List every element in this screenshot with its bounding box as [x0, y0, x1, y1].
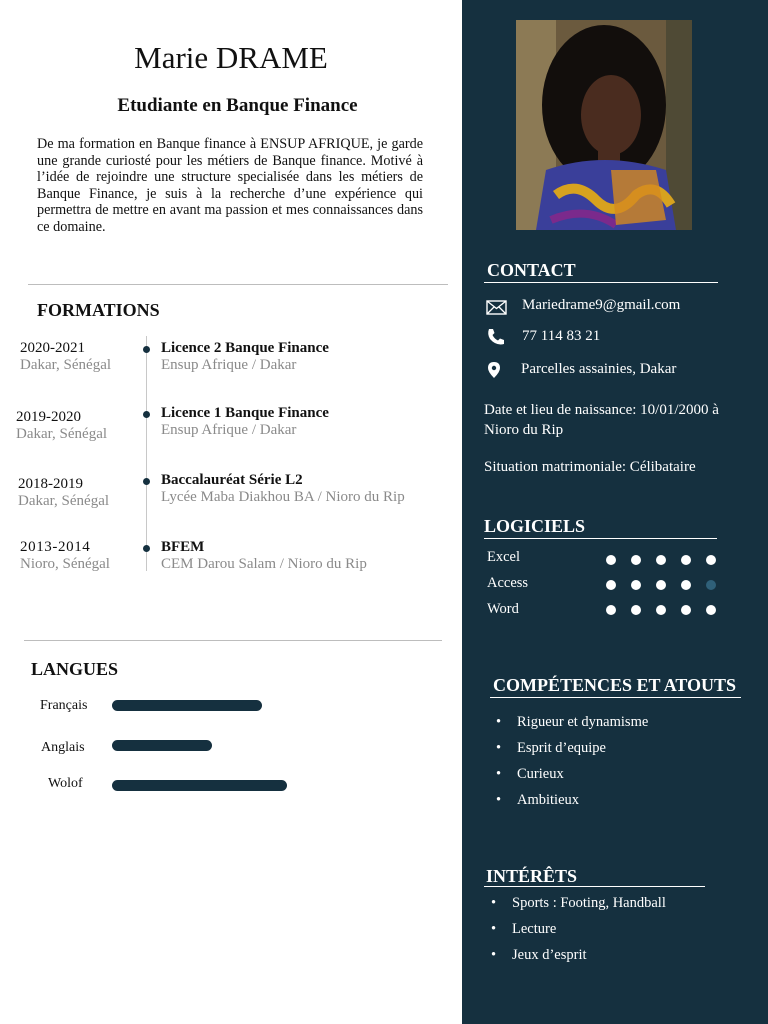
rating-dot-filled [681, 605, 691, 615]
interest-item: • Lecture [512, 921, 556, 938]
formation-place: Dakar, Sénégal [20, 357, 112, 373]
competence-item: • Esprit d’equipe [517, 740, 606, 757]
timeline-dot [143, 478, 150, 485]
section-divider [28, 284, 448, 285]
marital-status: Situation matrimoniale: Célibataire [484, 459, 696, 475]
competence-item: • Curieux [517, 766, 564, 783]
logiciels-heading-underline [484, 538, 717, 539]
software-name: Access [487, 575, 529, 591]
competence-item: • Ambitieux [517, 792, 579, 809]
contact-phone[interactable]: 77 114 83 21 [522, 328, 601, 344]
software-name: Excel [487, 549, 521, 565]
interets-heading: INTÉRÊTS [486, 866, 578, 886]
portrait-image [516, 20, 692, 230]
rating-dot-empty [706, 580, 716, 590]
contact-address: Parcelles assainies, Dakar [521, 361, 677, 377]
rating-dot-filled [631, 580, 641, 590]
rating-dot-filled [606, 580, 616, 590]
interest-item: • Jeux d’esprit [512, 947, 587, 964]
formation-years: 2019-2020 [16, 409, 81, 425]
formation-place: Dakar, Sénégal [18, 493, 110, 509]
formation-years: 2013-2014 [20, 539, 91, 555]
language-level-bar [112, 700, 262, 711]
langues-heading: LANGUES [31, 659, 119, 679]
rating-dot-filled [656, 580, 666, 590]
logiciels-heading: LOGICIELS [484, 516, 586, 536]
rating-dot-filled [681, 580, 691, 590]
language-name: Français [40, 698, 88, 713]
rating-dot-filled [606, 605, 616, 615]
rating-dot-filled [681, 555, 691, 565]
formation-degree: Licence 2 Banque Finance [161, 340, 329, 356]
section-divider [24, 640, 442, 641]
contact-heading-underline [484, 282, 718, 283]
rating-dot-filled [706, 605, 716, 615]
formation-school: Lycée Maba Diakhou BA / Nioro du Rip [161, 489, 405, 505]
phone-icon [486, 327, 506, 352]
rating-dot-filled [631, 605, 641, 615]
formation-years: 2018-2019 [18, 476, 83, 492]
software-name: Word [487, 601, 519, 617]
timeline-dot [143, 346, 150, 353]
formations-heading: FORMATIONS [37, 300, 160, 320]
birth-info: Date et lieu de naissance: 10/01/2000 à Nioro du Rip [484, 402, 719, 438]
contact-heading: CONTACT [487, 260, 576, 280]
contact-email[interactable]: Mariedrame9@gmail.com [522, 297, 681, 313]
competence-item: • Rigueur et dynamisme [517, 714, 648, 731]
candidate-name: Marie DRAME [134, 40, 328, 75]
formation-school: CEM Darou Salam / Nioro du Rip [161, 556, 367, 572]
timeline-dot [143, 411, 150, 418]
interets-heading-underline [484, 886, 705, 887]
formation-school: Ensup Afrique / Dakar [161, 422, 297, 438]
candidate-title: Etudiante en Banque Finance [117, 95, 358, 116]
competences-heading: COMPÉTENCES ET ATOUTS [493, 675, 737, 695]
formation-years: 2020-2021 [20, 340, 85, 356]
profile-summary: De ma formation en Banque finance à ENSUP AFRIQUE, je garde une grande curiosté pour les métiers de Banque finance. Motivé à l’idée de rejoindre une structure specialisée dans les métiers de Banque Finance, je suis à la recherche d’une expérience qui permettra de mettre en avant ma passion et mes connaissances dans ce domaine. [37, 136, 423, 235]
formation-school: Ensup Afrique / Dakar [161, 357, 297, 373]
rating-dot-filled [606, 555, 616, 565]
formation-place: Nioro, Sénégal [20, 556, 110, 572]
rating-dot-filled [631, 555, 641, 565]
competences-heading-underline [490, 697, 741, 698]
location-pin-icon [488, 362, 500, 383]
formation-degree: Licence 1 Banque Finance [161, 405, 329, 421]
rating-dot-filled [656, 555, 666, 565]
rating-dot-filled [706, 555, 716, 565]
timeline-dot [143, 545, 150, 552]
language-level-bar [112, 740, 212, 751]
formation-place: Dakar, Sénégal [16, 426, 108, 442]
formation-degree: BFEM [161, 539, 205, 555]
language-level-bar [112, 780, 287, 791]
mail-icon [486, 300, 507, 320]
formation-degree: Baccalauréat Série L2 [161, 472, 303, 488]
profile-photo [516, 20, 692, 230]
interest-item: • Sports : Footing, Handball [512, 895, 666, 912]
formations-timeline-line [146, 336, 147, 571]
language-name: Wolof [48, 776, 83, 791]
rating-dot-filled [656, 605, 666, 615]
language-name: Anglais [41, 740, 85, 755]
